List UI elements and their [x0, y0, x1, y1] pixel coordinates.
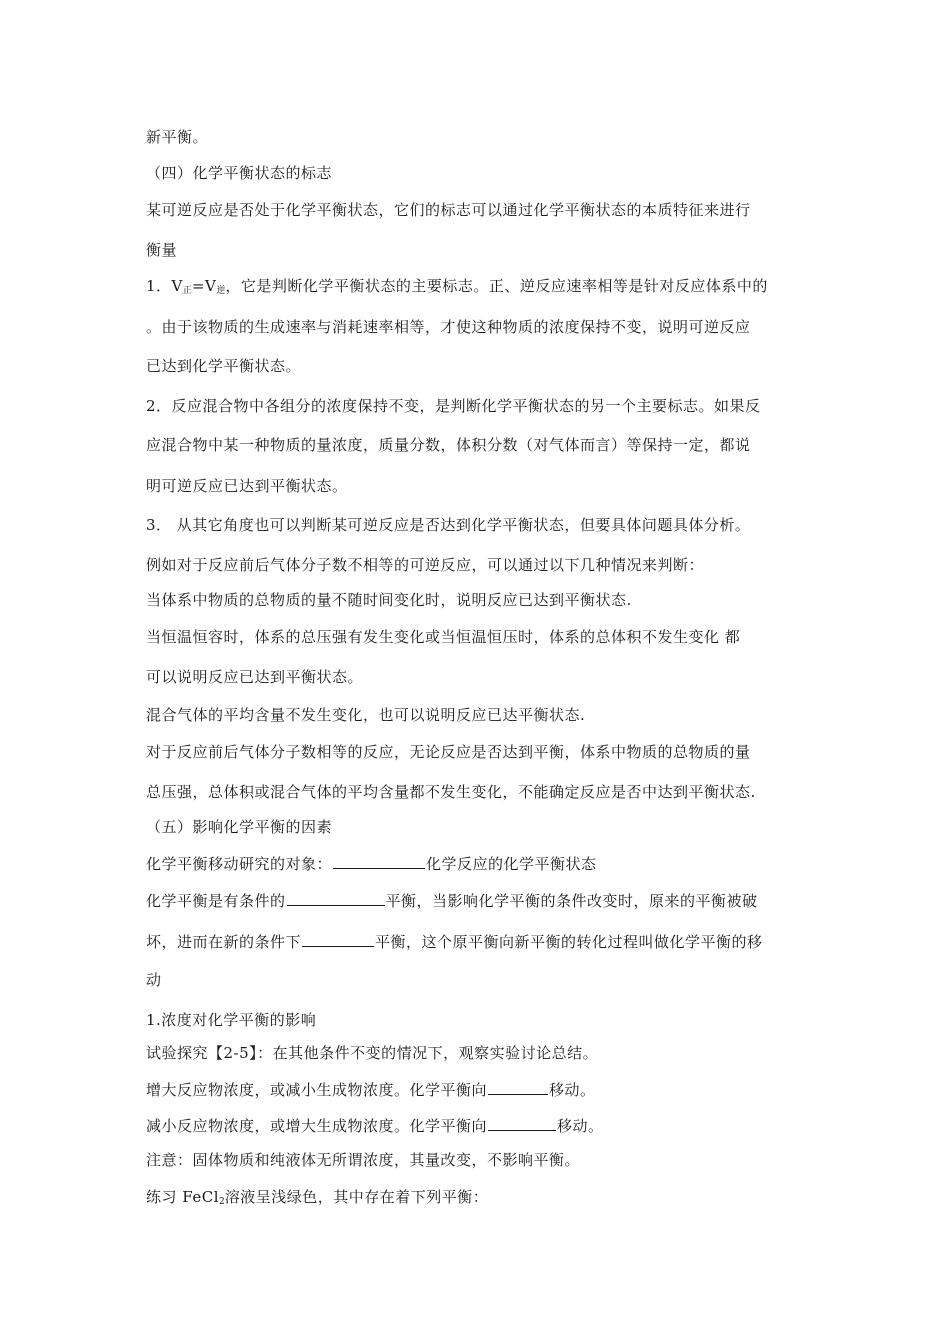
text-line: 混合气体的平均含量不发生变化，也可以说明反应已达平衡状态. — [146, 706, 586, 724]
fill-in-blank[interactable] — [287, 889, 385, 906]
text-line: 。由于该物质的生成速率与消耗速率相等，才使这种物质的浓度保持不变，说明可逆反应 — [146, 318, 751, 336]
text-run: 平衡，这个原平衡向新平衡的转化过程叫做化学平衡的移 — [375, 933, 763, 951]
text-line — [146, 852, 597, 874]
text-line: 新平衡。 — [146, 128, 209, 146]
text-run: 移动。 — [549, 1081, 596, 1099]
text-line: 某可逆反应是否处于化学平衡状态，它们的标志可以通过化学平衡状态的本质特征来进行 — [146, 201, 751, 219]
section-heading: （五）影响化学平衡的因素 — [146, 818, 333, 836]
text-line: 总压强，总体积或混合气体的平均含量都不发生变化，不能确定反应是否中达到平衡状态. — [146, 783, 756, 801]
text-line: 已达到化学平衡状态。 — [146, 357, 302, 375]
text-line: 对于反应前后气体分子数相等的反应，无论反应是否达到平衡，体系中物质的总物质的量 — [146, 743, 751, 761]
text-run: 平衡，当影响化学平衡的条件改变时，原来的平衡被破 — [385, 892, 758, 910]
text-line — [146, 276, 768, 301]
text-line — [146, 889, 758, 911]
text-run: =V — [191, 277, 217, 295]
text-run: 移动。 — [557, 1117, 604, 1135]
fill-in-blank[interactable] — [333, 852, 425, 869]
text-line — [146, 1187, 488, 1212]
fill-in-blank[interactable] — [302, 930, 374, 947]
text-line: 可以说明反应已达到平衡状态。 — [146, 668, 364, 686]
text-line: 1.浓度对化学平衡的影响 — [146, 1011, 317, 1029]
text-run: 1．V — [146, 277, 183, 295]
text-line — [146, 930, 763, 952]
subscript: 逆 — [216, 286, 226, 296]
text-run: 化学反应的化学平衡状态 — [426, 855, 597, 873]
text-run: 化学平衡移动研究的对象： — [146, 855, 333, 873]
text-line: 例如对于反应前后气体分子数不相等的可逆反应，可以通过以下几种情况来判断： — [146, 556, 705, 574]
section-heading: （四）化学平衡状态的标志 — [146, 164, 333, 182]
text-run: 减小反应物浓度，或增大生成物浓度。化学平衡向 — [146, 1117, 488, 1135]
text-line: 试验探究【2-5】：在其他条件不变的情况下，观察实验讨论总结。 — [146, 1044, 599, 1062]
text-line: 3． 从其它角度也可以判断某可逆反应是否达到化学平衡状态，但要具体问题具体分析。 — [146, 516, 751, 534]
text-line: 明可逆反应已达到平衡状态。 — [146, 477, 348, 495]
text-line: 当恒温恒容时，体系的总压强有发生变化或当恒温恒压时，体系的总体积不发生变化 都 — [146, 628, 741, 646]
fill-in-blank[interactable] — [488, 1078, 548, 1095]
text-line: 衡量 — [146, 241, 178, 259]
text-line: 动 — [146, 971, 162, 989]
text-line: 2．反应混合物中各组分的浓度保持不变，是判断化学平衡状态的另一个主要标志。如果反 — [146, 397, 761, 415]
text-run: 坏，进而在新的条件下 — [146, 933, 302, 951]
subscript: 2 — [219, 1197, 225, 1207]
text-run: 增大反应物浓度，或减小生成物浓度。化学平衡向 — [146, 1081, 488, 1099]
text-run: 化学平衡是有条件的 — [146, 892, 286, 910]
fill-in-blank[interactable] — [488, 1114, 556, 1131]
text-line — [146, 1078, 596, 1100]
subscript: 正 — [182, 286, 192, 296]
text-line: 注意：固体物质和纯液体无所谓浓度，其量改变，不影响平衡。 — [146, 1151, 581, 1169]
text-run: ，它是判断化学平衡状态的主要标志。正、逆反应速率相等是针对反应体系中的 — [225, 277, 768, 295]
text-run: 练习 FeCl — [146, 1188, 220, 1206]
text-line — [146, 1114, 604, 1136]
text-line: 应混合物中某一种物质的量浓度，质量分数，体积分数（对气体而言）等保持一定，都说 — [146, 436, 751, 454]
text-line: 当体系中物质的总物质的量不随时间变化时，说明反应已达到平衡状态. — [146, 591, 632, 609]
text-run: 溶液呈浅绿色，其中存在着下列平衡： — [224, 1188, 489, 1206]
